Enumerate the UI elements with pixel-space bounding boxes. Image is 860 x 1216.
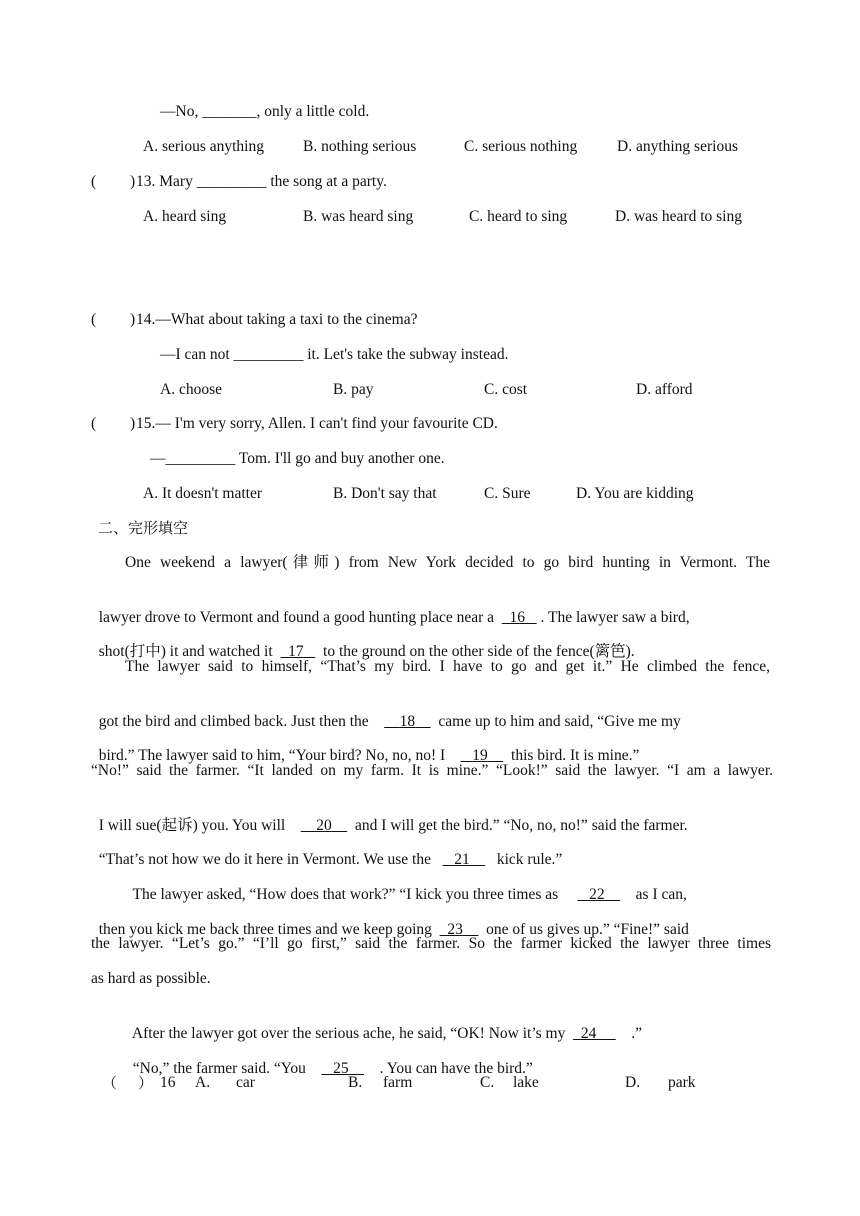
passage-line-13: as hard as possible.: [91, 970, 211, 987]
q12-option-d: D. anything serious: [617, 138, 738, 155]
q15-option-b: B. Don't say that: [333, 485, 437, 502]
q13-paren-close: ): [130, 173, 136, 190]
q13-option-c: C. heard to sing: [469, 208, 568, 225]
passage-text: got the bird and climbed back. Just then the: [98, 713, 369, 730]
passage-line-6: [91, 726, 639, 766]
passage-text: . You can have the bird.”: [379, 1060, 533, 1077]
passage-text: as I can,: [635, 886, 687, 903]
blank-16: 16: [509, 609, 526, 626]
passage-line-4: The lawyer said to himself, “That’s my bird. I have to go and get it.” He climbed the fence,: [125, 658, 770, 675]
q14-option-d: D. afford: [636, 381, 693, 398]
passage-text: kick rule.”: [496, 851, 563, 868]
q12-option-c: C. serious nothing: [464, 138, 578, 155]
q12-answer-line: —No, _______, only a little cold.: [160, 103, 370, 120]
blank-23: 23: [447, 921, 463, 938]
q14-paren-open: (: [91, 311, 97, 328]
q13-stem: 13. Mary _________ the song at a party.: [136, 173, 387, 190]
q15-paren-open: (: [91, 415, 97, 432]
passage-text: then you kick me back three times and we keep going: [98, 921, 432, 938]
q15-option-a: A. It doesn't matter: [143, 485, 263, 502]
passage-text: I will sue(起诉) you. You will: [98, 817, 286, 834]
q16-option-c-letter: C.: [480, 1074, 495, 1091]
passage-line-10: [125, 865, 687, 905]
q14-option-c: C. cost: [484, 381, 528, 398]
passage-text: “That’s not how we do it here in Vermont. We use the: [98, 851, 431, 868]
q15-answer-line: —_________ Tom. I'll go and buy another one.: [150, 450, 445, 467]
passage-line-15: [125, 1039, 533, 1079]
passage-text: came up to him and said, “Give me my: [438, 713, 681, 730]
q13-paren-open: (: [91, 173, 97, 190]
passage-text: After the lawyer got over the serious ache, he said, “OK! Now it’s my: [131, 1025, 566, 1042]
q15-paren-close: ): [130, 415, 136, 432]
passage-text: bird.” The lawyer said to him, “Your bird? No, no, no! I: [98, 747, 446, 764]
passage-text: one of us gives up.” “Fine!” said: [486, 921, 689, 938]
passage-text: and I will get the bird.” “No, no, no!” said the farmer.: [354, 817, 688, 834]
passage-line-7: “No!” said the farmer. “It landed on my farm. It is mine.” “Look!” said the lawyer. “I am a lawyer.: [91, 762, 773, 779]
passage-text: this bird. It is mine.”: [511, 747, 640, 764]
blank-22: 22: [589, 886, 605, 903]
passage-line-9: [91, 830, 562, 870]
q13-option-a: A. heard sing: [143, 208, 227, 225]
q13-option-d: D. was heard to sing: [615, 208, 742, 225]
passage-text: . The lawyer saw a bird,: [540, 609, 690, 626]
blank-24: 24: [580, 1025, 597, 1042]
q13-option-b: B. was heard sing: [303, 208, 414, 225]
passage-text: lawyer drove to Vermont and found a good hunting place near a: [98, 609, 495, 626]
q15-option-c: C. Sure: [484, 485, 531, 502]
q15-stem: 15.— I'm very sorry, Allen. I can't find your favourite CD.: [136, 415, 498, 432]
blank-21: 21: [454, 851, 470, 868]
blank-18: 18: [399, 713, 416, 730]
passage-text: “No,” the farmer said. “You: [132, 1060, 306, 1077]
q14-answer-line: —I can not _________ it. Let's take the subway instead.: [160, 346, 509, 363]
blank-17: 17: [288, 643, 304, 660]
q16-option-d-text: park: [668, 1074, 696, 1091]
q16-paren-open: （: [102, 1074, 118, 1092]
section-heading-cloze: 二、完形填空: [98, 519, 189, 537]
q16-option-a-text: car: [236, 1074, 255, 1091]
q15-option-d: D. You are kidding: [576, 485, 694, 502]
passage-line-12: the lawyer. “Let’s go.” “I’ll go first,” said the farmer. So the farmer kicked the lawyer three times: [91, 935, 771, 952]
q12-option-a: A. serious anything: [143, 138, 264, 155]
passage-text: The lawyer asked, “How does that work?” “I kick you three times as: [132, 886, 559, 903]
q14-option-b: B. pay: [333, 381, 374, 398]
blank-25: 25: [333, 1060, 349, 1077]
q14-paren-close: ): [130, 311, 136, 328]
blank-19: 19: [472, 747, 488, 764]
q16-option-a-letter: A.: [195, 1074, 211, 1091]
q16-number: 16: [160, 1074, 176, 1091]
q14-option-a: A. choose: [160, 381, 222, 398]
q16-option-b-text: farm: [383, 1074, 413, 1091]
passage-line-3: [91, 622, 635, 662]
q16-option-d-letter: D.: [625, 1074, 641, 1091]
blank-20: 20: [316, 817, 332, 834]
q12-option-b: B. nothing serious: [303, 138, 417, 155]
q16-option-b-letter: B.: [348, 1074, 363, 1091]
passage-line-1: One weekend a lawyer(律师) from New York decided to go bird hunting in Vermont. The: [125, 554, 770, 571]
q16-option-c-text: lake: [513, 1074, 539, 1091]
passage-text: shot(打中) it and watched it: [98, 643, 273, 660]
q16-paren-close: ）: [138, 1074, 154, 1092]
passage-line-14: [125, 1004, 642, 1044]
passage-text: .”: [631, 1025, 642, 1042]
passage-text: to the ground on the other side of the fence(篱笆).: [323, 643, 635, 660]
q14-stem: 14.—What about taking a taxi to the cinema?: [136, 311, 418, 328]
